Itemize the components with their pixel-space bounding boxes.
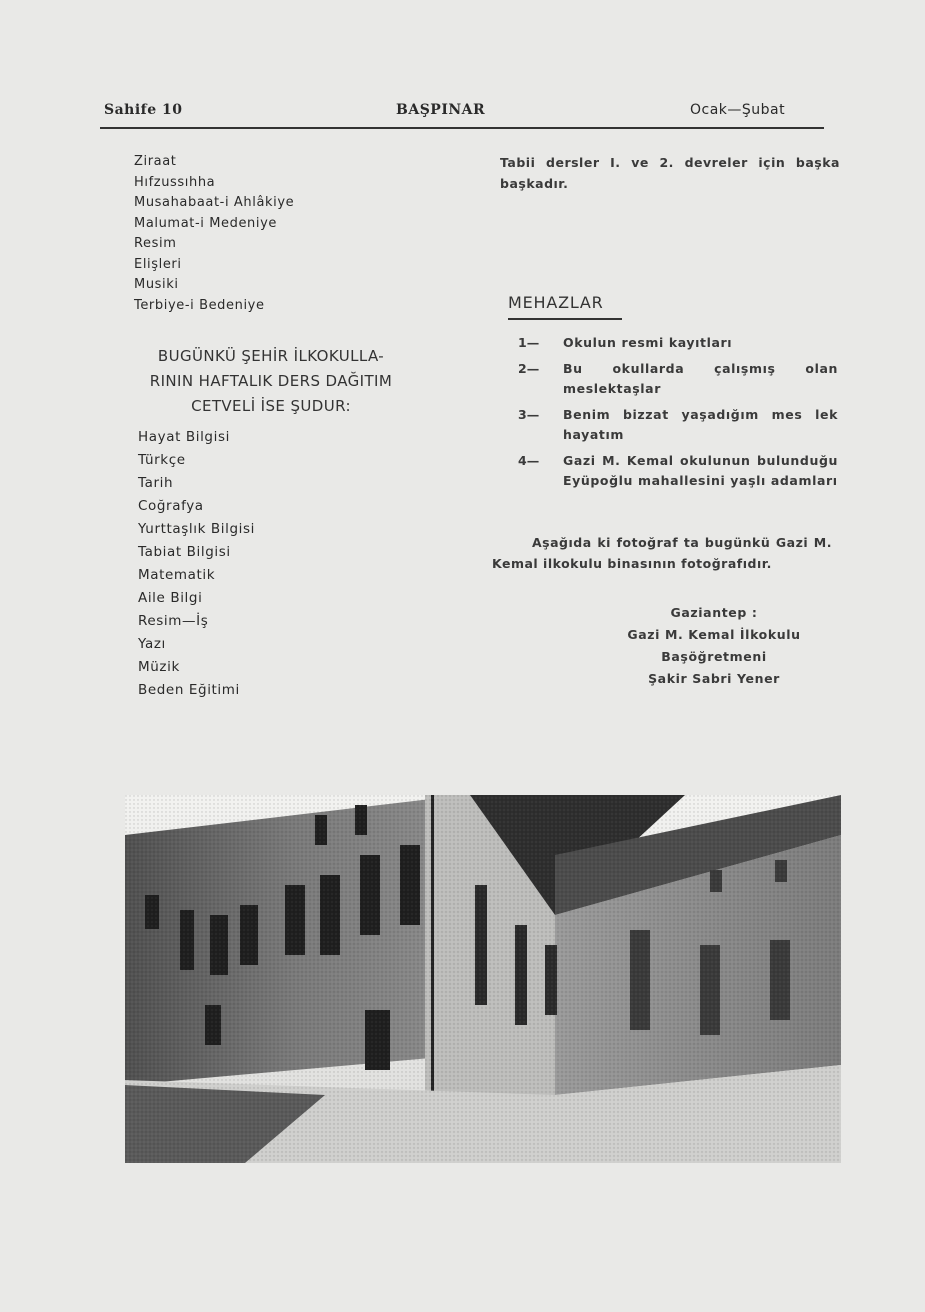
source-text: Benim bizzat yaşadığım mes lek hayatım — [563, 406, 838, 442]
source-number: 1— — [518, 335, 540, 350]
section-heading — [96, 344, 446, 419]
page-number: Sahife 10 — [104, 102, 183, 118]
list-item: Aile Bilgi — [138, 590, 203, 606]
signature-block — [570, 602, 858, 690]
photo-caption: Aşağıda ki fotoğraf ta bugünkü Gazi M. Kemal ilkokulu binasının fotoğrafıdır. — [492, 535, 832, 571]
heading-line: CETVELİ İSE ŞUDUR: — [191, 397, 351, 415]
list-item: Matematik — [138, 567, 216, 583]
list-item: Resim—İş — [138, 613, 209, 629]
list-item: Musiki — [134, 277, 179, 292]
new-subjects-list — [138, 426, 255, 702]
building-photo — [125, 795, 841, 1163]
source-item — [518, 405, 838, 446]
heading-line: RININ HAFTALIK DERS DAĞITIM — [149, 372, 393, 390]
page-header — [100, 100, 825, 124]
list-item: Coğrafya — [138, 498, 204, 514]
source-item — [518, 359, 838, 400]
list-item: Hayat Bilgisi — [138, 429, 230, 445]
list-item: Tarih — [138, 475, 174, 491]
sources-title-underline — [508, 318, 622, 320]
list-item: Yazı — [138, 636, 166, 652]
source-number: 3— — [518, 406, 540, 422]
source-text: Okulun resmi kayıtları — [563, 335, 733, 350]
source-item — [518, 333, 838, 354]
source-text: Bu okullarda çalışmış olan meslektaşlar — [563, 360, 838, 396]
list-item: Ziraat — [134, 154, 177, 169]
signature-role: Başöğretmeni — [661, 649, 767, 664]
header-rule — [100, 127, 824, 129]
journal-title: BAŞPINAR — [396, 102, 486, 118]
source-item — [518, 451, 838, 492]
list-item: Müzik — [138, 659, 180, 675]
list-item: Yurttaşlık Bilgisi — [138, 521, 255, 537]
list-item: Beden Eğitimi — [138, 682, 240, 698]
signature-school: Gazi M. Kemal İlkokulu — [627, 627, 801, 642]
list-item: Resim — [134, 236, 177, 251]
list-item: Hıfzussıhha — [134, 174, 216, 190]
list-item: Tabiat Bilgisi — [138, 544, 231, 560]
source-number: 4— — [518, 452, 540, 468]
sources-list — [518, 333, 838, 497]
signature-name: Şakir Sabri Yener — [648, 671, 780, 686]
list-item: Musahabaat-i Ahlâkiye — [134, 195, 295, 210]
list-item: Türkçe — [138, 452, 186, 468]
source-number: 2— — [518, 360, 540, 376]
source-text: Gazi M. Kemal okulunun bulunduğu Eyüpoğlu mahallesini yaşlı adamları — [563, 452, 838, 488]
heading-line: BUGÜNKÜ ŞEHİR İLKOKULLA- — [157, 347, 385, 365]
list-item: Elişleri — [134, 256, 182, 272]
building-photo-image — [125, 795, 841, 1163]
intro-paragraph: Tabii dersler I. ve 2. devreler için başka başkadır. — [500, 155, 840, 191]
list-item: Malumat-i Medeniye — [134, 215, 278, 231]
list-item: Terbiye-i Bedeniye — [134, 297, 265, 313]
old-subjects-list — [134, 152, 464, 316]
issue-date: Ocak—Şubat — [690, 102, 786, 118]
sources-title: MEHAZLAR — [508, 293, 604, 312]
signature-city: Gaziantep : — [670, 605, 758, 620]
